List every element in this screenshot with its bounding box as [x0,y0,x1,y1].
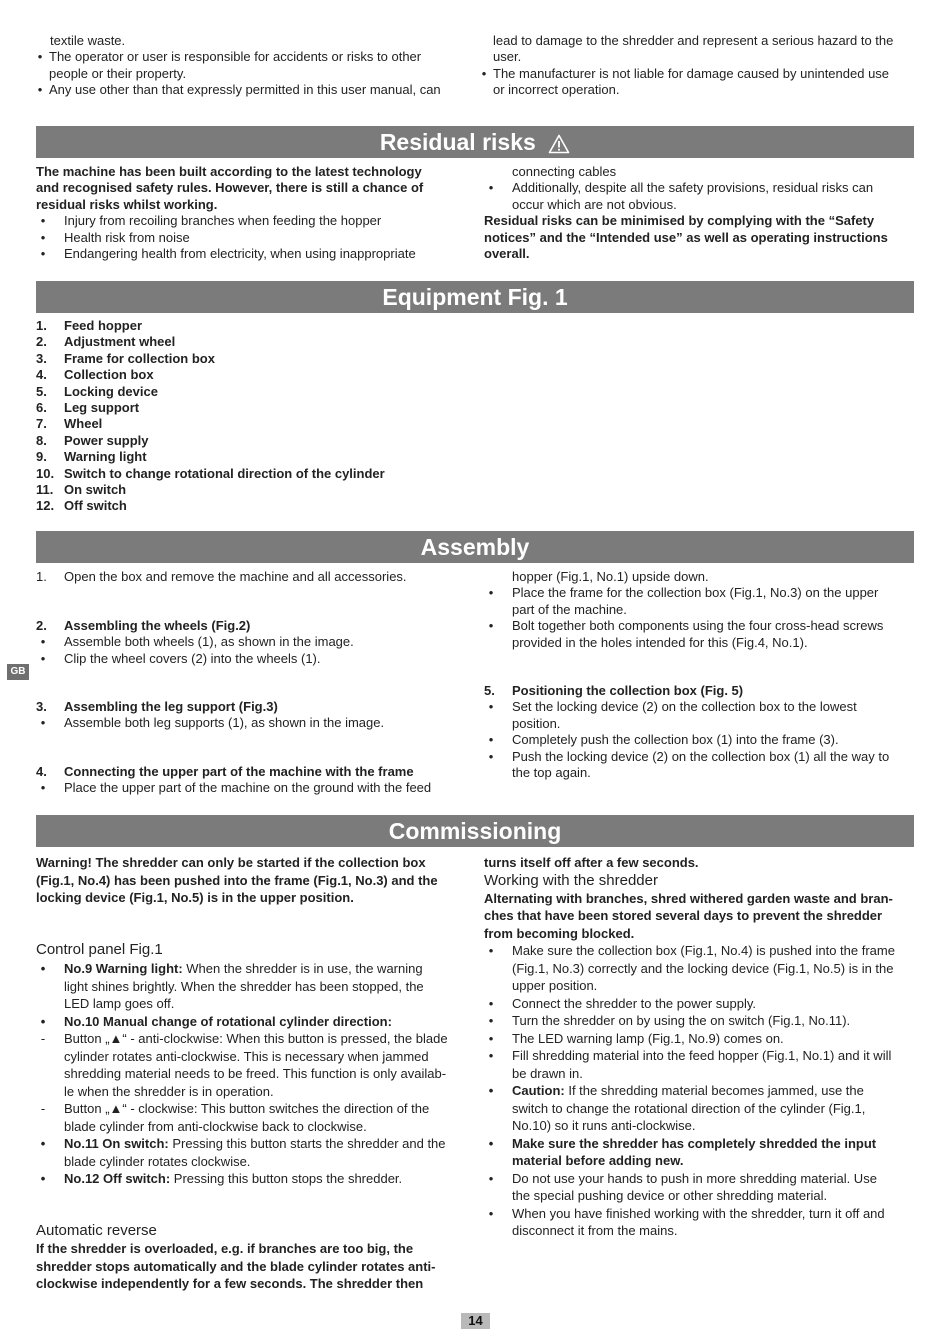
text-line: shredder stops automatically and the blade cylinder rotates anti- [36,1258,436,1274]
list-item: • Bolt together both components using the four cross-head screws [488,618,884,634]
text-line: If the shredder is overloaded, e.g. if branches are too big, the [36,1241,414,1256]
step-heading: 5. Positioning the collection box (Fig. 5) [484,683,744,698]
text-line: ches that have been stored several days to prevent the shredder [484,908,883,923]
text-line: Residual risks can be minimised by complying with the “Safety [484,213,875,229]
list-item: 5. Locking device [36,383,158,399]
list-item: 10. Switch to change rotational direction of the cylinder [36,465,385,481]
text-line: connecting cables [512,164,617,179]
list-item: • Set the locking device (2) on the collection box to the lowest [488,699,857,715]
step-heading: 4. Connecting the upper part of the machine with the frame [36,764,414,779]
list-item: • Assemble both leg supports (1), as shown in the image. [40,715,385,731]
list-item: • Any use other than that expressly permitted in this user manual, can [37,82,441,98]
control-panel-heading: Control panel Fig.1 [36,941,163,958]
list-item: 4. Collection box [36,367,154,383]
list-item: • Connect the shredder to the power supply. [488,995,757,1011]
text-line: Warning! The shredder can only be started if the collection box [36,855,426,870]
text-line: le when the shredder is in operation. [64,1083,274,1099]
text-line: upper position. [512,978,598,993]
text-line: the special pushing device or other shredding material. [512,1188,828,1203]
list-item: - Button „▲“ - clockwise: This button switches the direction of the [40,1101,430,1116]
text-line: The machine has been built according to the latest technology [36,164,422,179]
assembly-right [484,569,916,651]
section-banner-equipment [36,281,914,313]
language-tab: GB [7,664,29,680]
section-title: Residual risks [379,129,536,155]
list-item: 3. Frame for collection box [36,350,215,366]
step-heading: 2. Assembling the wheels (Fig.2) [36,618,251,633]
intended-use-continued-right [480,33,916,99]
text-line: notices” and the “Intended use” as well as operating instructions [484,229,888,245]
list-item: • The LED warning lamp (Fig.1, No.9) comes on. [488,1030,784,1046]
list-item: • The operator or user is responsible for accidents or risks to other [37,49,422,65]
list-item: • Injury from recoiling branches when feeding the hopper [40,213,382,229]
list-item: • Push the locking device (2) on the collection box (1) all the way to [488,748,890,764]
list-item: 2. Adjustment wheel [36,334,176,350]
list-item: • Do not use your hands to push in more shredding material. Use [488,1170,877,1186]
list-item: 8. Power supply [36,432,149,448]
list-item: • Place the upper part of the machine on the ground with the feed [40,780,432,796]
commissioning-warning [36,854,472,907]
text-line: Alternating with branches, shred withered garden waste and bran- [484,890,893,906]
list-item: • No.11 On switch: Pressing this button starts the shredder and the [40,1136,446,1151]
assembly-step-2 [36,618,468,667]
text-line: blade cylinder from anti-clockwise back to clockwise. [64,1118,367,1134]
list-item: • Turn the shredder on by using the on switch (Fig.1, No.11). [488,1013,851,1028]
text-line: material before adding new. [512,1153,684,1168]
list-item: • Additionally, despite all the safety provisions, residual risks can [488,180,874,196]
text-line: switch to change the rotational direction of the cylinder (Fig.1, [512,1100,866,1116]
text-line: occur which are not obvious. [512,196,677,212]
list-item: • When you have finished working with the shredder, turn it off and [488,1205,885,1221]
assembly-step-4 [36,764,468,797]
list-item: • No.10 Manual change of rotational cylinder direction: [40,1013,392,1029]
text-line: people or their property. [49,65,187,81]
section-title: Equipment Fig. 1 [382,284,568,310]
warning-triangle-icon [548,134,570,154]
residual-risks-right [484,164,916,262]
list-item: • Make sure the shredder has completely shredded the input [488,1135,877,1151]
text-line: overall. [484,245,530,261]
section-title: Commissioning [388,818,562,844]
list-item: - Button „▲“ - anti-clockwise: When this button is pressed, the blade [40,1031,448,1046]
text-line: disconnect it from the mains. [512,1223,678,1238]
list-item: • Fill shredding material into the feed hopper (Fig.1, No.1) and it will [488,1048,892,1063]
commissioning-right [484,854,916,1240]
list-item: 12. Off switch [36,498,127,514]
text-line: (Fig.1, No.3) correctly and the locking device (Fig.1, No.5) is in the [512,960,894,976]
list-item: • Completely push the collection box (1) into the frame (3). [488,732,839,748]
list-item: 6. Leg support [36,399,140,415]
intended-use-continued-left [36,33,466,99]
text-line: the top again. [512,764,591,780]
section-banner-residual-risks [36,126,914,158]
list-item: 11. On switch [36,481,127,497]
text-line: part of the machine. [512,601,627,617]
assembly-step-3 [36,699,468,732]
text-line: clockwise independently for a few seconds. The shredder then [36,1276,424,1291]
working-heading: Working with the shredder [484,871,658,889]
text-line: be drawn in. [512,1065,583,1081]
list-item: 1. Feed hopper [36,318,143,333]
step-heading: 3. Assembling the leg support (Fig.3) [36,699,278,714]
list-item: • Caution: If the shredding material becomes jammed, use the [488,1083,864,1098]
text-line: (Fig.1, No.4) has been pushed into the frame (Fig.1, No.3) and the [36,872,438,888]
text-line: cylinder rotates anti-clockwise. This is necessary when jammed [64,1048,429,1064]
text-line: No.10) so it runs anti-clockwise. [512,1118,696,1133]
list-item: • Assemble both wheels (1), as shown in the image. [40,634,354,650]
list-item: 9. Warning light [36,449,147,465]
text-line: or incorrect operation. [493,82,620,98]
text-line: shredding material needs to be freed. This function is only availab- [64,1066,447,1081]
equipment-list [36,318,536,515]
text-line: position. [512,715,561,731]
list-item: 1. Open the box and remove the machine and all accessories. [36,569,407,584]
list-item: • No.9 Warning light: When the shredder is in use, the warning [40,961,423,976]
list-item: • Health risk from noise [40,229,190,245]
text-line: hopper (Fig.1, No.1) upside down. [512,569,709,584]
list-item: • Endangering health from electricity, when using inappropriate [40,245,416,261]
list-item: • Make sure the collection box (Fig.1, No.4) is pushed into the frame [488,943,895,958]
page-number: 14 [461,1313,490,1329]
text-line: and recognised safety rules. However, there is still a chance of [36,180,424,196]
automatic-reverse-text [36,1240,472,1293]
text-line: from becoming blocked. [484,925,635,941]
control-panel-list [36,960,472,1188]
text-line: locking device (Fig.1, No.5) is in the upper position. [36,890,354,905]
section-banner-commissioning [36,815,914,847]
list-item: 7. Wheel [36,416,103,432]
list-item: • Clip the wheel covers (2) into the wheels (1). [40,650,321,666]
text-line: turns itself off after a few seconds. [484,855,699,870]
assembly-step-5 [484,683,916,781]
text-line: provided in the holes intended for this (Fig.4, No.1). [512,634,808,650]
residual-risks-left [36,164,468,262]
text-line: blade cylinder rotates clockwise. [64,1153,251,1169]
text-line: lead to damage to the shredder and represent a serious hazard to the [493,33,894,48]
text-line: user. [493,49,522,65]
text-line: textile waste. [50,33,126,48]
list-item: • No.12 Off switch: Pressing this button stops the shredder. [40,1171,403,1186]
text-line: residual risks whilst working. [36,196,218,212]
list-item: • The manufacturer is not liable for damage caused by unintended use [481,65,890,81]
section-title: Assembly [420,534,530,560]
text-line: light shines brightly. When the shredder has been stopped, the [64,978,424,994]
text-line: LED lamp goes off. [64,996,175,1011]
assembly-left [36,569,468,585]
automatic-reverse-heading: Automatic reverse [36,1222,157,1239]
section-banner-assembly [36,531,914,563]
list-item: • Place the frame for the collection box (Fig.1, No.3) on the upper [488,585,879,601]
